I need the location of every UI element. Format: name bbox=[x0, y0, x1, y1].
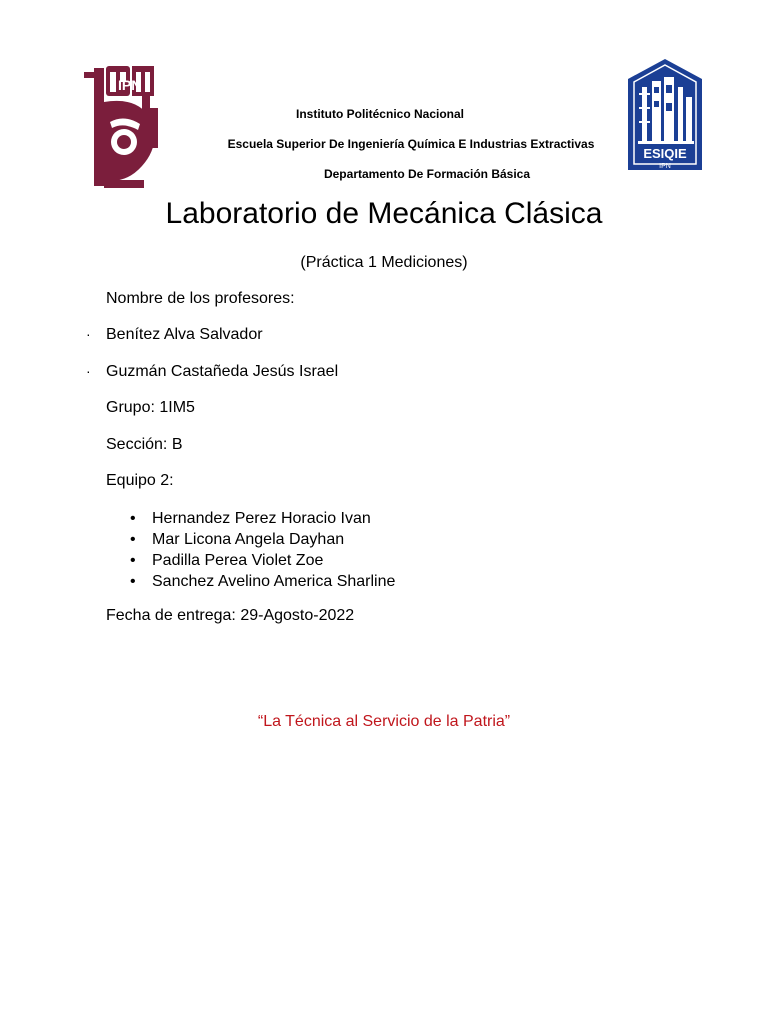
team-members-list bbox=[106, 508, 395, 592]
list-item bbox=[106, 550, 395, 571]
professor-bullet: · bbox=[86, 326, 91, 342]
esiqie-logo-subtext: IPN bbox=[659, 163, 671, 170]
professor-name: Guzmán Castañeda Jesús Israel bbox=[106, 363, 339, 380]
team-member-name: Padilla Perea Violet Zoe bbox=[152, 552, 324, 569]
ipn-logo-text: IPN bbox=[118, 77, 142, 93]
professor-name: Benítez Alva Salvador bbox=[106, 326, 263, 343]
team-member-name: Sanchez Avelino America Sharline bbox=[152, 573, 396, 590]
school-name: Escuela Superior De Ingeniería Química E Industrias Extractivas bbox=[227, 137, 595, 151]
list-item bbox=[106, 571, 395, 592]
document-title: Laboratorio de Mecánica Clásica bbox=[165, 197, 603, 230]
team-member-name: Hernandez Perez Horacio Ivan bbox=[152, 510, 371, 527]
section-label: Sección: B bbox=[106, 436, 183, 453]
professors-label: Nombre de los profesores: bbox=[106, 290, 295, 307]
institute-name: Instituto Politécnico Nacional bbox=[295, 107, 465, 121]
esiqie-logo-text: ESIQIE bbox=[643, 146, 687, 161]
motto-text: “La Técnica al Servicio de la Patria” bbox=[257, 713, 511, 730]
bullet-icon: • bbox=[130, 573, 136, 590]
delivery-date: Fecha de entrega: 29-Agosto-2022 bbox=[106, 607, 355, 624]
bullet-icon: • bbox=[130, 510, 136, 527]
bullet-icon: • bbox=[130, 552, 136, 569]
list-item bbox=[106, 529, 395, 550]
department-name: Departamento De Formación Básica bbox=[323, 167, 531, 181]
team-label: Equipo 2: bbox=[106, 472, 174, 489]
group-label: Grupo: 1IM5 bbox=[106, 399, 195, 416]
list-item bbox=[106, 508, 395, 529]
team-member-name: Mar Licona Angela Dayhan bbox=[152, 531, 345, 548]
document-subtitle: (Práctica 1 Mediciones) bbox=[300, 254, 468, 271]
bullet-icon: • bbox=[130, 531, 136, 548]
professor-bullet: · bbox=[86, 363, 91, 379]
